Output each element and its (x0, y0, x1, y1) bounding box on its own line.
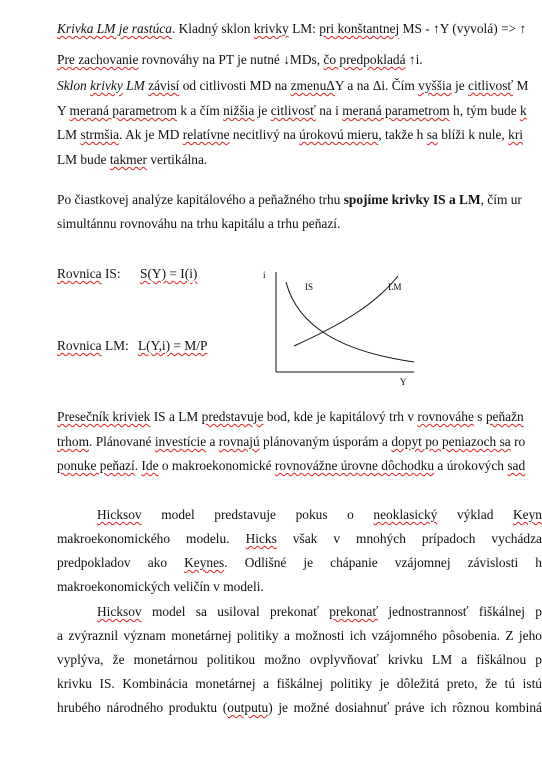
para2-line1 (57, 192, 522, 208)
para5-line2: a zvýraznil význam monetárnej politiky a možnosti ich vzájomného pôsobenia. Z jeho (57, 628, 542, 643)
text-run: krivky (253, 21, 289, 36)
text-run: L(Y,i) = M/P (138, 338, 208, 353)
text-run: M (513, 78, 529, 93)
text-run: Pre zachovanie (57, 52, 139, 67)
text-run: rovnajú (218, 434, 260, 449)
text-run: rovnovážne úrovne dôchodku (274, 458, 435, 473)
text-run: rovnováhe (417, 409, 474, 424)
para1-line2 (57, 52, 423, 68)
text-run: . (134, 458, 142, 473)
text-run: relatívne (182, 127, 230, 142)
text-run: plánovaným úsporám a (259, 434, 392, 449)
lm-curve-label: LM (388, 282, 402, 292)
text-run: meraná parametrom (342, 103, 450, 118)
text-run: kri (508, 127, 524, 142)
text-run: závisí (148, 78, 180, 93)
text-run: krivky (90, 78, 123, 93)
text-run: úrokovú mieru (299, 127, 379, 142)
text-run: LM: (288, 21, 320, 36)
text-run: dopyt po peniazoch sa (391, 434, 511, 449)
text-run: citlivosť (270, 103, 316, 118)
text-run: predstavuje (201, 409, 264, 424)
para4-line4: makroekonomických veličín v modeli. (57, 579, 264, 594)
equation-is (57, 266, 121, 282)
text-run: Hicksov (97, 507, 142, 522)
text-run: strmšia (80, 127, 120, 142)
text-run: pri konštantnej (319, 21, 400, 36)
text-run: prekonať (329, 604, 379, 619)
para4-line3 (57, 555, 542, 571)
text-run: trhom (57, 434, 89, 449)
text-run: LM bude (57, 152, 110, 167)
text-run: outputu (227, 700, 269, 715)
text-run: IS a LM (150, 409, 202, 424)
text-run: , čím ur (480, 192, 522, 207)
text-run: Sklon (57, 78, 91, 93)
text-run: peňažn (485, 409, 524, 424)
text-run: vertikálna. (147, 152, 208, 167)
text-run: Presečník kriviek (57, 409, 151, 424)
text-run: bod, kde je kapitálový trh v (263, 409, 418, 424)
para4-line2 (57, 531, 542, 547)
text-run: výklad (437, 507, 513, 522)
text-run: IS: (101, 266, 121, 281)
para1-line3 (57, 78, 528, 94)
text-run: na i (315, 103, 343, 118)
para1-line4 (57, 103, 527, 119)
text-run: však v mnohých prípadoch vychádza (276, 531, 542, 546)
text-run: zmenuΔ (290, 78, 335, 93)
para3-line2 (57, 434, 525, 450)
is-curve-label: IS (305, 282, 314, 292)
para5-line3: vyplýva, že monetárnou politikou možno ovplyvňovať krivku LM a fiškálnou p (57, 652, 542, 667)
text-run: necitlivý na (229, 127, 300, 142)
text-run: o makroekonomické (158, 458, 275, 473)
text-run: predpokladov ako (57, 555, 185, 570)
text-run: k (520, 103, 527, 118)
y-axis-label: i (263, 270, 266, 280)
text-run: Keynes (184, 555, 225, 570)
text-run: ) je možné dosiahnuť práve ich rôznou kombiná (268, 700, 542, 715)
text-run: makroekonomického modelu. (57, 531, 246, 546)
equation-is-formula (140, 266, 197, 282)
text-run: spojíme krivky IS a LM (343, 192, 481, 207)
para3-line1 (57, 409, 524, 425)
text-run: neoklasický (373, 507, 438, 522)
para3-line3 (57, 458, 525, 474)
text-run: . Ak je MD (119, 127, 183, 142)
text-run: k a čím (176, 103, 224, 118)
text-run: blíži k nule, (437, 127, 509, 142)
text-run: sa (426, 127, 438, 142)
equation-lm (57, 338, 129, 354)
text-run: Y (57, 103, 70, 118)
text-run: ro (510, 434, 526, 449)
text-run: ↑i. (405, 52, 423, 67)
text-run: citlivosť (468, 78, 514, 93)
text-run: jednostrannosť fiškálnej p (378, 604, 542, 619)
text-run: nižšia (223, 103, 255, 118)
equation-lm-formula (138, 338, 207, 354)
text-run: LM: (101, 338, 129, 353)
text-run: vyššia (418, 78, 452, 93)
text-run: je (254, 103, 271, 118)
text-run: Hicks (245, 531, 277, 546)
para1-line5 (57, 127, 523, 143)
is-curve (286, 282, 414, 362)
text-run: . Odlišné je chápanie vzájomnej závislosti h (224, 555, 542, 570)
text-run: hrubého národného produktu ( (57, 700, 228, 715)
text-run: . Plánované (89, 434, 155, 449)
text-run: model predstavuje pokus o (141, 507, 374, 522)
text-run: Rovnica (57, 338, 102, 353)
text-run: Y a na Δi. Čím (334, 78, 419, 93)
text-run: LM (57, 127, 81, 142)
para1-line6 (57, 152, 207, 168)
text-run: rovnováhy na PT je nutné ↓MDs, (138, 52, 324, 67)
text-run: LM (122, 78, 149, 93)
text-run: Keyn (513, 507, 542, 522)
text-run: s (473, 409, 486, 424)
para1-line1 (57, 21, 526, 37)
text-run: meraná parametrom (69, 103, 177, 118)
text-run: Rovnica (57, 266, 102, 281)
text-run: ponuke peňazí (57, 458, 135, 473)
text-run: h, tým bude (449, 103, 520, 118)
text-run: a (206, 434, 219, 449)
is-lm-graph (258, 262, 418, 390)
text-run: čo predpokladá (323, 52, 406, 67)
text-run: , takže h (378, 127, 427, 142)
text-run: od citlivosti MD na (179, 78, 291, 93)
para4-line1 (97, 507, 542, 523)
x-axis-label: Y (400, 377, 407, 387)
text-run: Po čiastkovej analýze kapitálového a peňažného trhu (57, 192, 344, 207)
text-run: MS - ↑Y (vyvolá) => ↑ (399, 21, 527, 36)
text-run: Hicksov (97, 604, 142, 619)
para5-line4: krivku IS. Kombinácia monetárnej a fiškálnej politiky je dôležitá preto, že tú istú (57, 676, 542, 691)
text-run: a úrokových (434, 458, 508, 473)
text-run: sad (507, 458, 526, 473)
text-run: model sa usiloval prekonať (141, 604, 330, 619)
para5-line1 (97, 604, 542, 620)
text-run: . Kladný sklon (171, 21, 254, 36)
text-run: takmer (109, 152, 147, 167)
text-run: investície (154, 434, 207, 449)
para2-line2: simultánnu rovnováhu na trhu kapitálu a trhu peňazí. (57, 216, 341, 231)
text-run: Krivka LM je rastúca (57, 21, 172, 36)
text-run: S(Y) = I(i) (140, 266, 198, 281)
para5-line5 (57, 700, 542, 716)
text-run: Ide (141, 458, 159, 473)
text-run: je (451, 78, 468, 93)
